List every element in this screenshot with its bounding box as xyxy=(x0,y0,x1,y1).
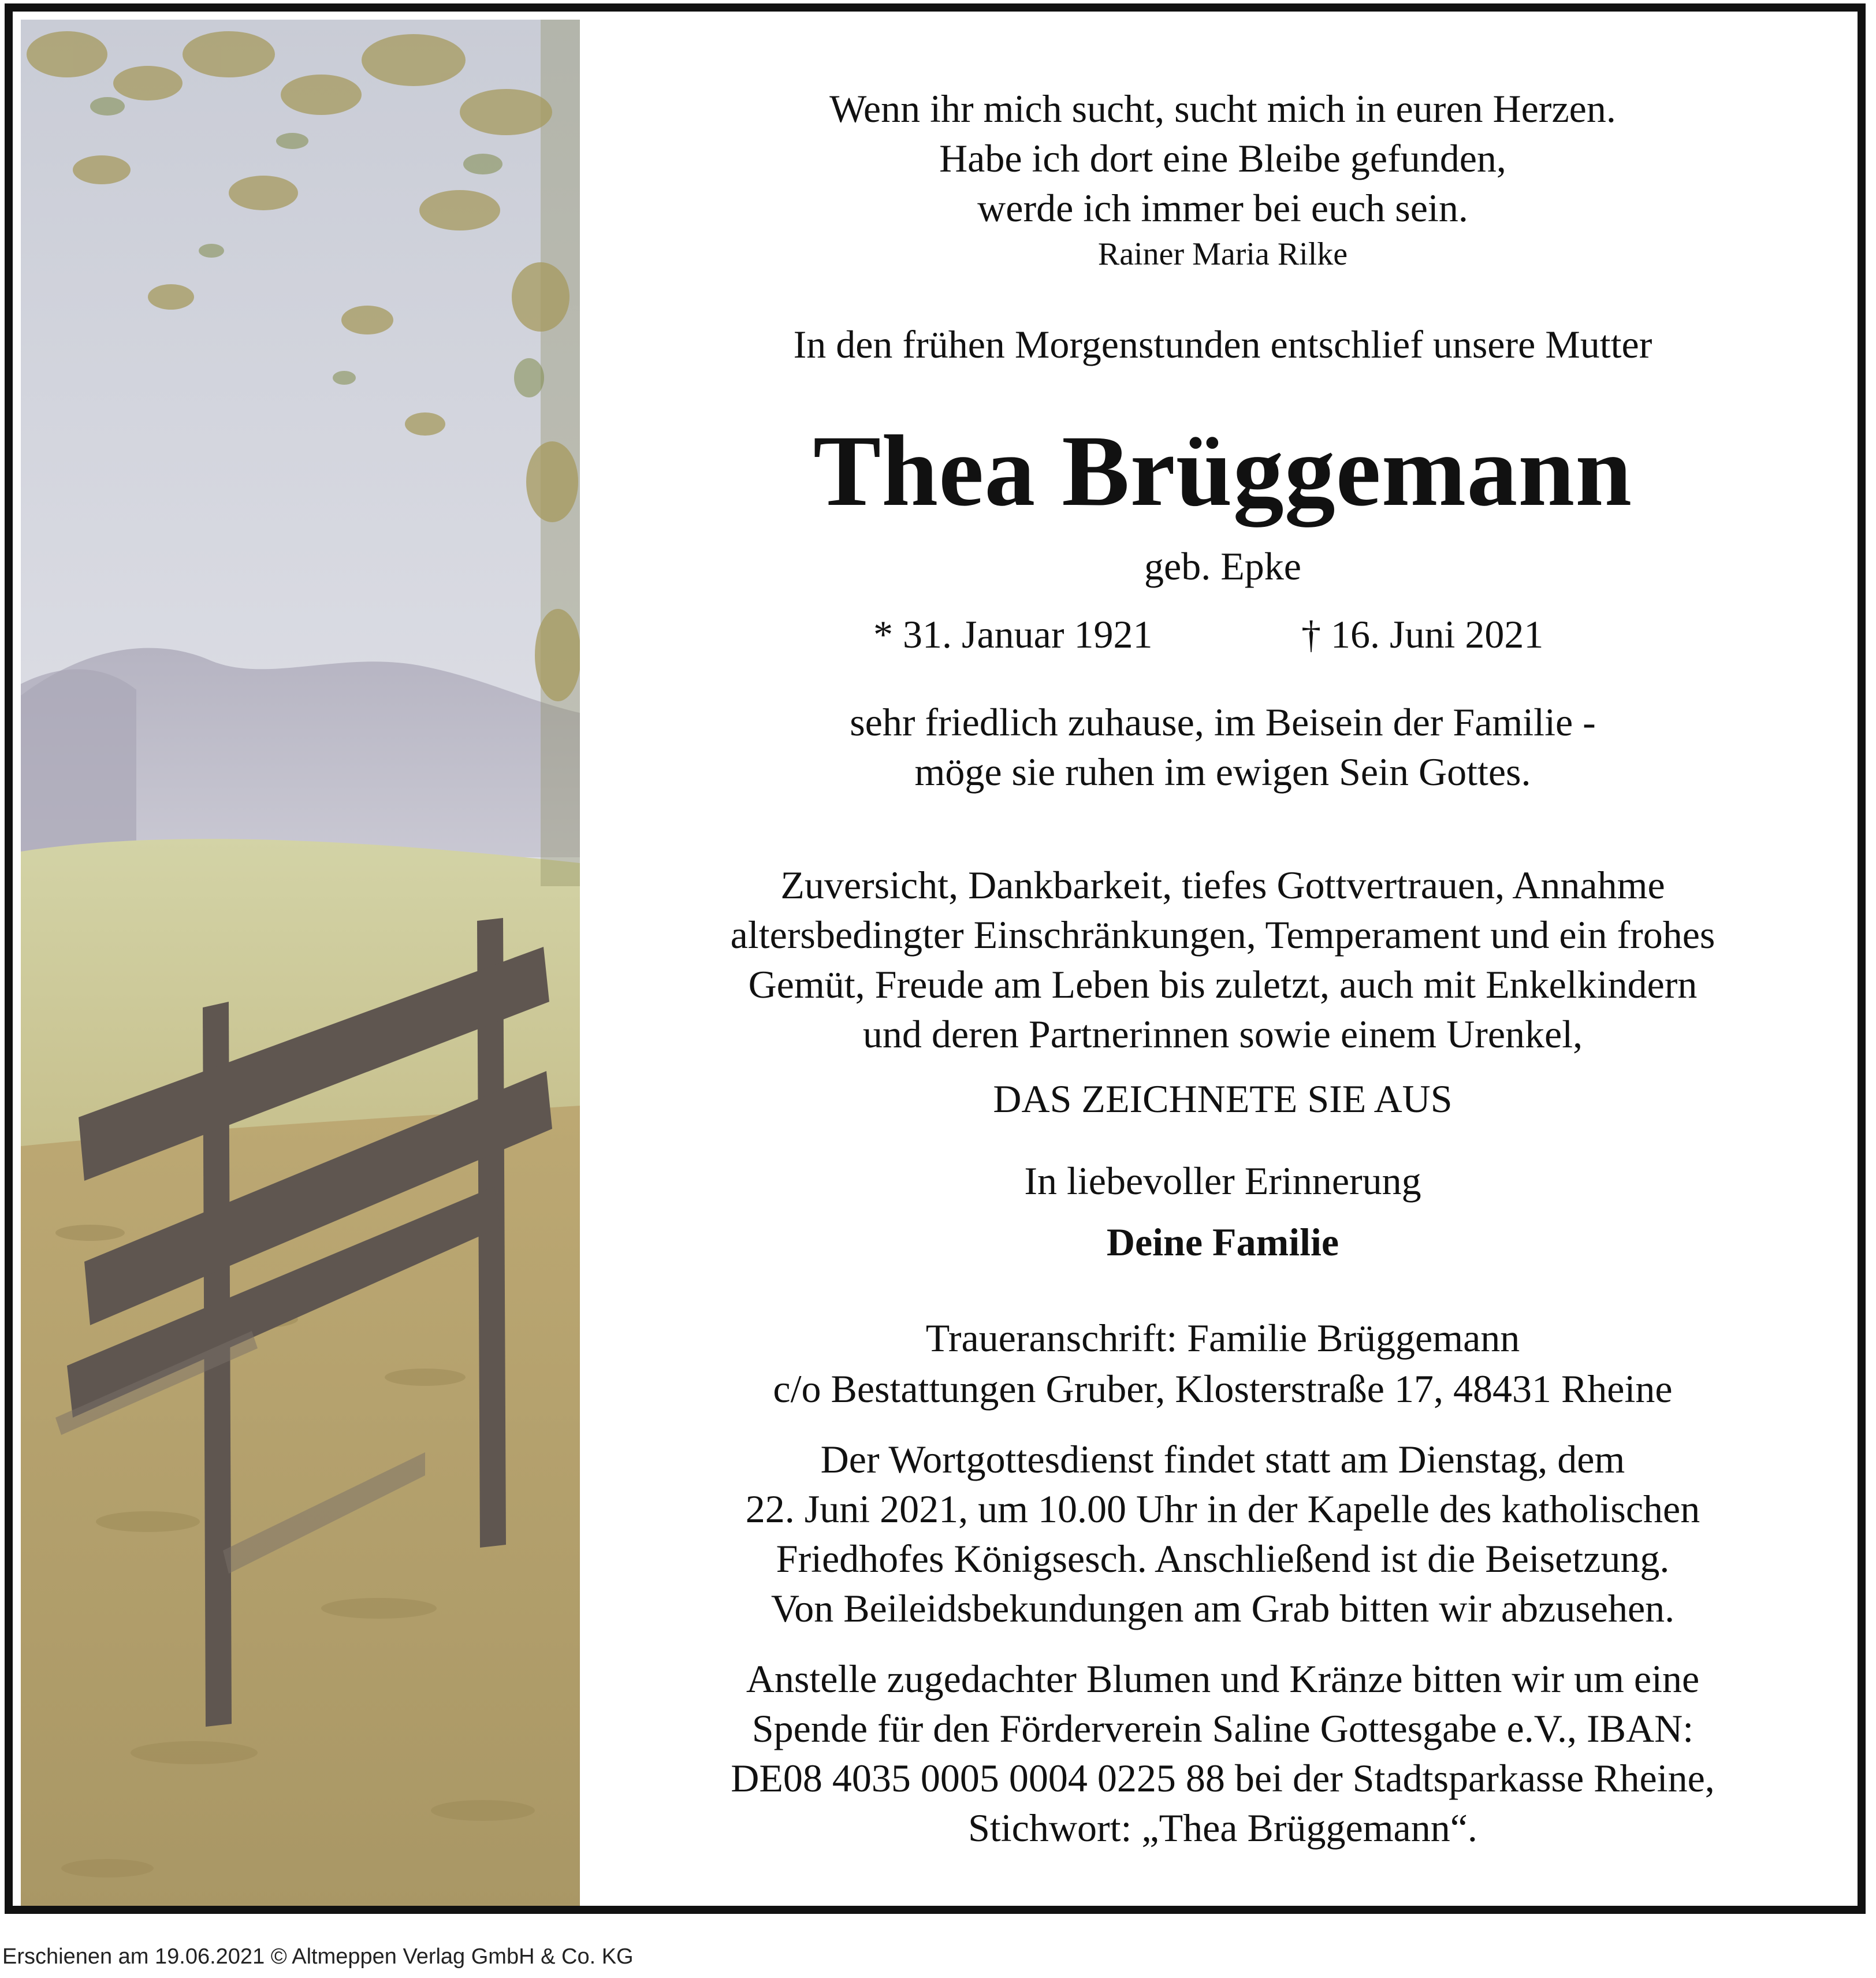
service-line-1: Der Wortgottesdienst findet statt am Dienstag, dem xyxy=(820,1437,1625,1481)
quote-line-1: Wenn ihr mich sucht, sucht mich in euren Herzen. xyxy=(829,87,1616,131)
death-date: † 16. Juni 2021 xyxy=(1301,612,1544,656)
tribute-line-1: Zuversicht, Dankbarkeit, tiefes Gottvertrauen, Annahme xyxy=(780,863,1665,907)
quote-line-2: Habe ich dort eine Bleibe gefunden, xyxy=(939,136,1506,180)
quote-line-3: werde ich immer bei euch sein. xyxy=(977,186,1468,230)
obituary-text xyxy=(580,12,1866,1907)
deceased-name: Thea Brüggemann xyxy=(813,415,1633,527)
circumstance-line-1: sehr friedlich zuhause, im Beisein der Familie - xyxy=(850,700,1596,744)
donation-line-3: DE08 4035 0005 0004 0225 88 bei der Stadtsparkasse Rheine, xyxy=(731,1756,1715,1800)
publication-footer: Erschienen am 19.06.2021 © Altmeppen Verlag GmbH & Co. KG xyxy=(2,1944,634,1969)
quote-author: Rainer Maria Rilke xyxy=(1097,236,1348,272)
birth-date: * 31. Januar 1921 xyxy=(873,612,1153,656)
donation-line-2: Spende für den Förderverein Saline Gottesgabe e.V., IBAN: xyxy=(751,1706,1694,1750)
donation-line-1: Anstelle zugedachter Blumen und Kränze bitten wir um eine xyxy=(746,1657,1700,1701)
circumstance-line-2: möge sie ruhen im ewigen Sein Gottes. xyxy=(914,750,1531,794)
intro-line: In den frühen Morgenstunden entschlief unsere Mutter xyxy=(793,322,1652,366)
obituary-frame xyxy=(5,3,1866,1914)
tribute-line-2: altersbedingter Einschränkungen, Temperament und ein frohes xyxy=(730,913,1715,957)
remembrance-line: In liebevoller Erinnerung xyxy=(1024,1159,1421,1203)
family-signature: Deine Familie xyxy=(1106,1220,1339,1264)
service-line-4: Von Beileidsbekundungen am Grab bitten wir abzusehen. xyxy=(770,1586,1675,1630)
service-line-2: 22. Juni 2021, um 10.00 Uhr in der Kapelle des katholischen xyxy=(745,1487,1700,1531)
tribute-closing: DAS ZEICHNETE SIE AUS xyxy=(993,1077,1453,1121)
memorial-photo xyxy=(21,20,580,1914)
address-line-1: Traueranschrift: Familie Brüggemann xyxy=(925,1316,1520,1360)
address-line-2: c/o Bestattungen Gruber, Klosterstraße 17, 48431 Rheine xyxy=(773,1367,1673,1411)
service-line-3: Friedhofes Königsesch. Anschließend ist die Beisetzung. xyxy=(776,1537,1670,1581)
donation-line-4: Stichwort: „Thea Brüggemann“. xyxy=(968,1806,1477,1850)
tribute-line-3: Gemüt, Freude am Leben bis zuletzt, auch mit Enkelkindern xyxy=(748,962,1698,1006)
tribute-line-4: und deren Partnerinnen sowie einem Urenkel, xyxy=(862,1012,1583,1056)
maiden-name: geb. Epke xyxy=(1144,544,1301,588)
